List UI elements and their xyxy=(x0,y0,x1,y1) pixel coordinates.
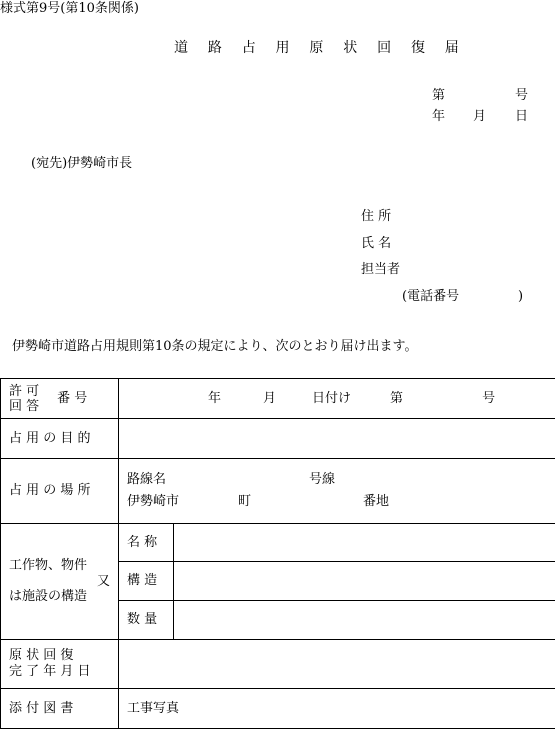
item-structure-label: 構 造 xyxy=(119,562,174,601)
permit-label-cell xyxy=(1,379,119,419)
structure-label-line3: は施設の構造 xyxy=(9,589,118,605)
name-label: 氏 名 xyxy=(361,237,391,250)
number-suffix: 号 xyxy=(515,89,528,102)
date-year: 年 xyxy=(432,110,445,123)
purpose-label: 占 用 の 目 的 xyxy=(1,419,119,459)
permit-year: 年 xyxy=(208,391,221,406)
number-prefix: 第 xyxy=(432,89,445,102)
structure-label-line2: 又 xyxy=(9,574,118,590)
permit-number-prefix: 第 xyxy=(390,391,403,406)
attach-label: 添 付 図 書 xyxy=(1,689,119,729)
date-month: 月 xyxy=(473,110,486,123)
restore-label-cell xyxy=(1,640,119,689)
structure-label-cell xyxy=(1,524,119,640)
form-table xyxy=(0,378,555,729)
permit-row xyxy=(1,379,555,419)
attach-row xyxy=(1,689,555,729)
permit-label-line2: 回 答 xyxy=(9,399,39,414)
restore-label-line2: 完 了 年 月 日 xyxy=(9,664,118,680)
restore-value-cell[interactable] xyxy=(119,640,555,689)
permit-label-line3: 番 号 xyxy=(57,391,87,407)
intro-text: 伊勢崎市道路占用規則第10条の規定により、次のとおり届け出ます。 xyxy=(12,340,418,353)
item-structure-value[interactable] xyxy=(174,562,555,601)
document-title: 道 路 占 用 原 状 回 復 届 xyxy=(174,41,467,55)
purpose-value-cell[interactable] xyxy=(119,419,555,459)
date-day: 日 xyxy=(515,110,528,123)
item-name-label: 名 称 xyxy=(119,524,174,562)
restore-label-line1: 原 状 回 復 xyxy=(9,648,118,664)
form-number: 様式第9号(第10条関係) xyxy=(0,2,139,15)
permit-number-suffix: 号 xyxy=(482,391,495,406)
route-name-label: 路線名 xyxy=(127,469,166,491)
permit-label-line1: 許 可 xyxy=(9,384,39,399)
permit-month: 月 xyxy=(263,391,276,406)
address-label: 住 所 xyxy=(361,210,391,223)
structure-row-name xyxy=(1,524,555,562)
town-label: 町 xyxy=(238,491,251,513)
permit-day: 日付け xyxy=(312,391,351,406)
addressee: (宛先)伊勢崎市長 xyxy=(31,157,132,170)
city-label: 伊勢崎市 xyxy=(127,491,179,513)
structure-label-line1: 工作物、物件 xyxy=(9,558,118,574)
restore-row xyxy=(1,640,555,689)
item-quantity-value[interactable] xyxy=(174,601,555,640)
phone-label: (電話番号 xyxy=(402,290,459,303)
item-quantity-label: 数 量 xyxy=(119,601,174,640)
item-name-value[interactable] xyxy=(174,524,555,562)
purpose-row xyxy=(1,419,555,459)
lot-label: 番地 xyxy=(363,491,389,513)
route-suffix: 号線 xyxy=(309,469,335,491)
phone-close: ) xyxy=(518,290,523,303)
permit-value-cell[interactable] xyxy=(119,379,555,419)
contact-label: 担当者 xyxy=(361,263,400,276)
place-row xyxy=(1,459,555,524)
place-value-cell[interactable] xyxy=(119,459,555,524)
place-label: 占 用 の 場 所 xyxy=(1,459,119,524)
attach-value[interactable]: 工事写真 xyxy=(119,689,555,729)
